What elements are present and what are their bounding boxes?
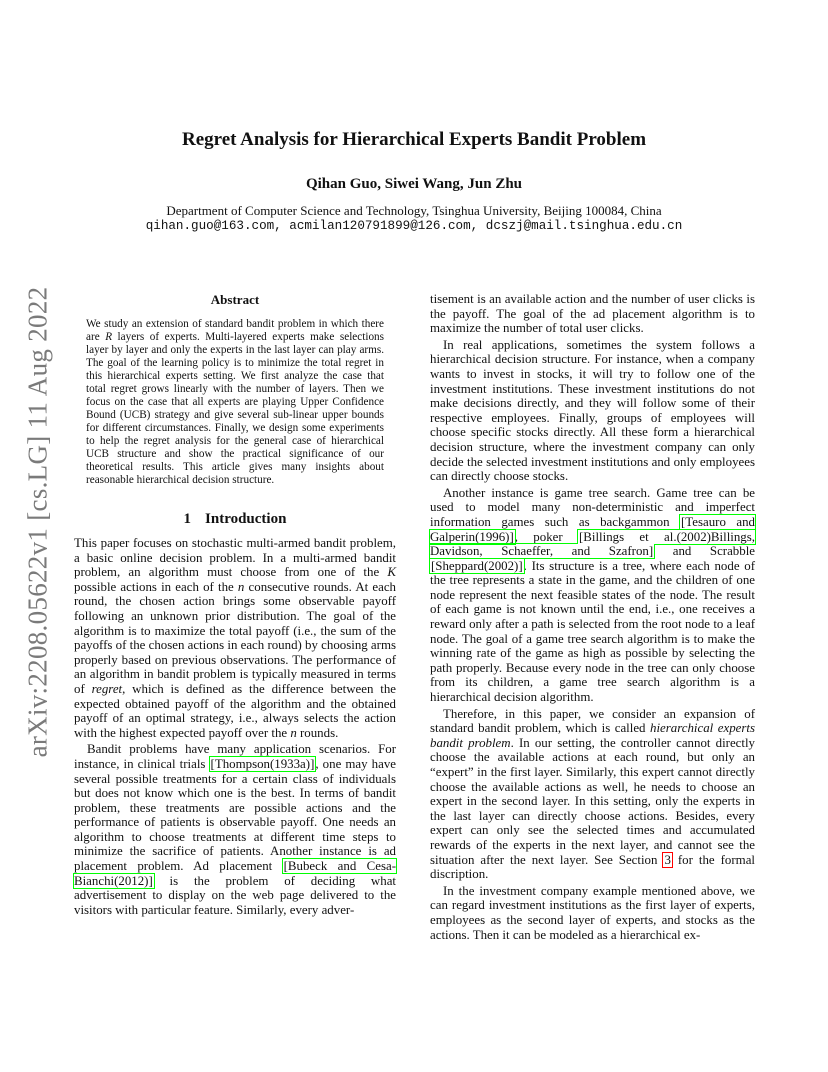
citation-link[interactable]: [Billings et al.(2002)Billings, Davidson, Schaeffer, and Szafron] <box>430 529 755 559</box>
right-paragraph-2: Another instance is game tree search. Game tree can be used to model many non-deterministic and imperfect information games such as backgammon [Tesauro and Galperin(1996)], poker [Billings et al.(2002)Billings, Davidson, Schaeffer, and Szafron] and Scrabble [Sheppard(2002)]. Its structure is a tree, where each node of the tree represents a state in the game, and the children of one node represent the next feasible states of the node. The result of each game is not known until the end, i.e., one receives a reward only after a path is selected from the root node to a leaf node. The goal of a game tree search algorithm is to make the winning rate of the game as high as possible by selecting the path properly. Because every node in the tree can only choose from its children, a game tree search algorithm is a hierarchical decision algorithm. <box>430 485 756 705</box>
author-emails: qihan.guo@163.com, acmilan120791899@126.com, dcszj@mail.tsinghua.edu.cn <box>145 219 683 233</box>
right-paragraph-4: In the investment company example mentioned above, we can regard investment institutions as the first layer of experts, employees as the second layer of experts, and stocks as the actions. Then it can be modeled as a hierarchical ex- <box>430 883 755 942</box>
right-paragraph-0: tisement is an available action and the number of user clicks is the payoff. The goal of the ad placement algorithm is to maximize the number of total user clicks. <box>430 292 755 336</box>
left-column <box>74 292 396 917</box>
citation-link[interactable]: [Thompson(1933a)] <box>210 756 315 771</box>
section-number: 1 <box>183 511 192 527</box>
section-heading-introduction <box>74 511 396 528</box>
abstract-text: We study an extension of standard bandit problem in which there are R layers of experts. Multi-layered experts make selections layer by layer and only the experts in the last layer can play arms. The goal of the learning policy is to minimize the total regret in this hierarchical experts setting. We first analyze the case that total regret grows linearly with the number of layers. Then we focus on the case that all experts are playing Upper Confidence Bound (UCB) strategy and give several sub-linear upper bounds for different circumstances. Finally, we design some experiments to help the regret analysis for the general case of hierarchical UCB structure and show the practical significance of our theoretical results. This article gives many insights about reasonable hierarchical decision structure. <box>86 318 384 486</box>
citation-link[interactable]: [Bubeck and Cesa-Bianchi(2012)] <box>74 859 397 888</box>
right-column <box>430 292 755 942</box>
arxiv-identifier: arXiv:2208.05622v1 [cs.LG] 11 Aug 2022 <box>22 286 53 758</box>
intro-paragraph-2: Bandit problems have many application scenarios. For instance, in clinical trials [Thompson(1933a)], one may have several possible treatments for a certain class of individuals but does not know which one is the best. In terms of bandit problem, these treatments are possible actions and the performance of patients is observable payoff. One needs an algorithm to choose treatments at different time steps to minimize the sacrifice of patients. Another instance is ad placement problem. Ad placement [Bubeck and Cesa-Bianchi(2012)] is the problem of deciding what advertisement to display on the web page delivered to the visitors with particular feature. Similarly, every adver- <box>74 742 397 917</box>
intro-paragraph-1: This paper focuses on stochastic multi-armed bandit problem, a basic online decision problem. In a multi-armed bandit problem, an algorithm must choose from one of the K possible actions in each of the n consecutive rounds. At each round, the chosen action brings some observable payoff following an unknown prior distribution. The goal of the algorithm is to maximize the total payoff (i.e., the sum of the payoffs of the chosen actions in each round) by choosing arms properly based on previous observations. The performance of an algorithm in bandit problem is typically measured in terms of regret, which is defined as the difference between the expected obtained payoff of the algorithm and the obtained payoff of an optimal strategy, i.e., always selects the action with the highest expected payoff over the n rounds. <box>74 536 396 740</box>
section-reference-link[interactable]: 3 <box>664 852 671 867</box>
paper-title: Regret Analysis for Hierarchical Experts Bandit Problem <box>181 129 647 150</box>
right-paragraph-1: In real applications, sometimes the system follows a hierarchical decision structure. For instance, when a company wants to invest in stocks, it will try to follow one of the investment institutions. These investment institutions do not make decisions directly, and they will follow some of their respective employees. Finally, groups of employees will choose specific stocks directly. All these form a hierarchical decision structure, where the investment company can only decide the selected investment institutions and only employees can directly choose stocks. <box>430 337 755 484</box>
abstract-heading: Abstract <box>210 292 260 307</box>
arxiv-sidebar <box>22 282 54 762</box>
citation-link[interactable]: [Sheppard(2002)] <box>431 558 523 573</box>
right-paragraph-3: Therefore, in this paper, we consider an expansion of standard bandit problem, which is called hierarchical experts bandit problem. In our setting, the controller cannot directly choose the available actions at each round, but only an “expert” in the first layer. Similarly, this expert cannot directly choose the available actions as well, he needs to choose an expert in the second layer. In this setting, only the experts in the last layer can directly choose actions. Besides, every expert can only see the selected times and accumulated rewards of the experts in the next layer, and cannot see the situation after the next layer. See Section 3 for the formal discription. <box>430 706 756 882</box>
citation-link[interactable]: [Tesauro and Galperin(1996)] <box>430 514 755 544</box>
section-title: Introduction <box>205 511 287 527</box>
affiliation: Department of Computer Science and Technology, Tsinghua University, Beijing 100084, China <box>166 203 662 218</box>
author-list: Qihan Guo, Siwei Wang, Jun Zhu <box>305 176 523 192</box>
